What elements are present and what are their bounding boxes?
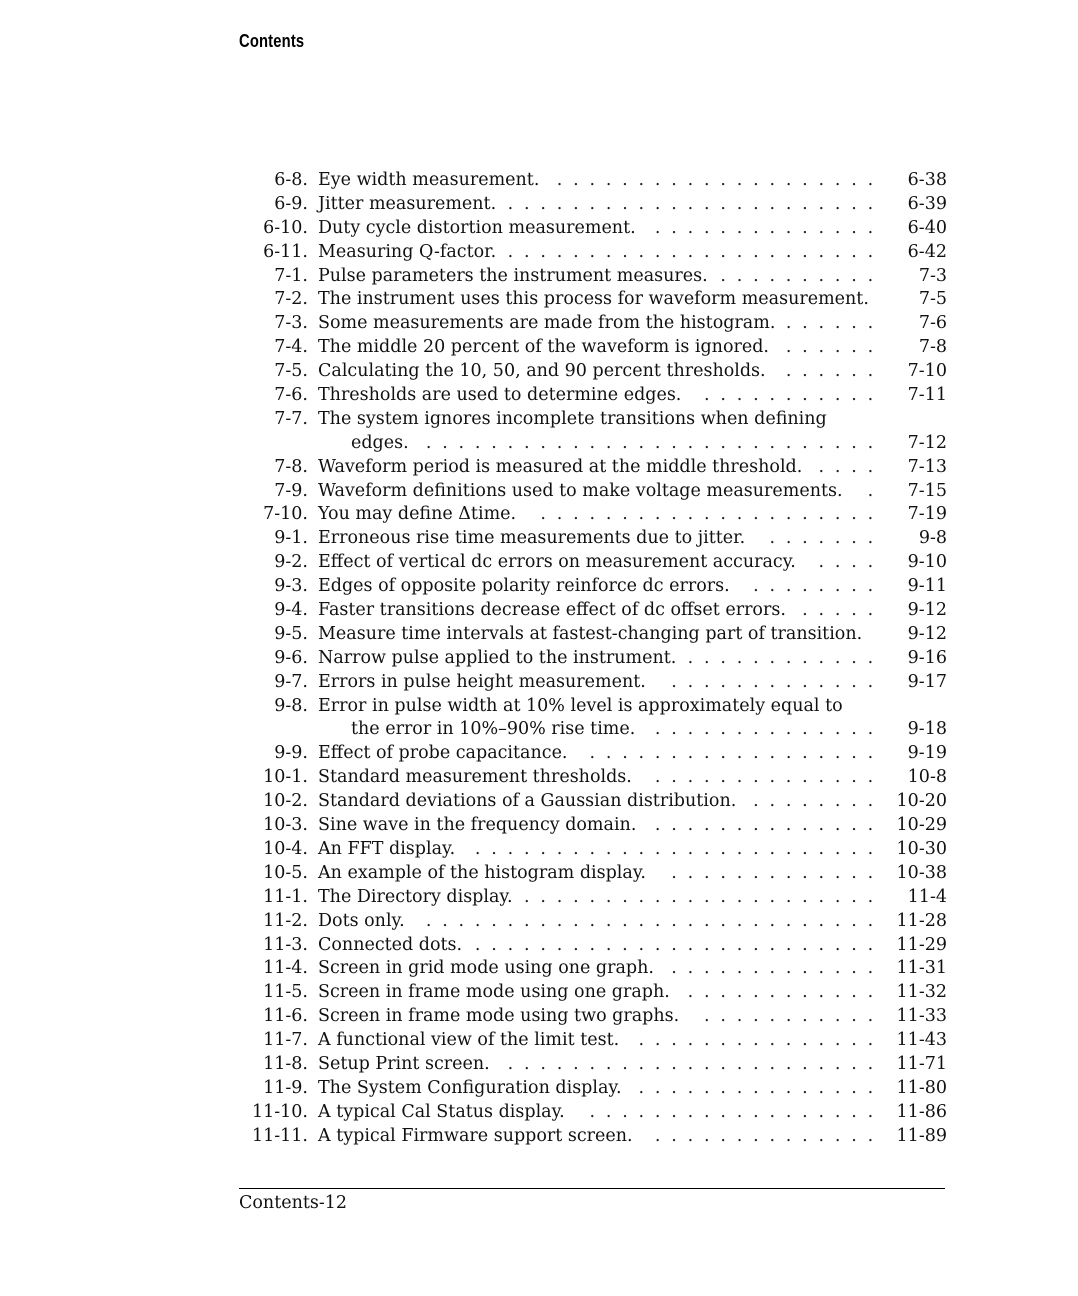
toc-entry-line bbox=[239, 1125, 959, 1149]
figure-list bbox=[239, 169, 959, 1149]
figure-title: Calculating the 10, 50, and 90 percent thresholds. bbox=[318, 361, 766, 382]
toc-entry[interactable] bbox=[239, 503, 959, 527]
figure-title: Edges of opposite polarity reinforce dc errors. bbox=[318, 576, 730, 597]
figure-title: Standard deviations of a Gaussian distribution. bbox=[318, 791, 737, 812]
figure-title: Narrow pulse applied to the instrument. bbox=[318, 647, 677, 668]
figure-number: 11-10. bbox=[251, 1101, 308, 1122]
figure-title: Setup Print screen. bbox=[318, 1053, 490, 1074]
figure-number: 9-5. bbox=[274, 623, 308, 644]
figure-number: 10-3. bbox=[263, 815, 308, 836]
toc-entry[interactable] bbox=[239, 265, 959, 289]
dot-leader: ...... bbox=[785, 337, 884, 358]
dot-leader: .................. bbox=[589, 1101, 884, 1122]
dot-leader: .............. bbox=[654, 815, 884, 836]
figure-title: You may define Δtime. bbox=[318, 504, 517, 525]
figure-number: 10-5. bbox=[263, 862, 308, 883]
toc-entry[interactable] bbox=[239, 981, 959, 1005]
page-reference: 9-12 bbox=[907, 623, 947, 644]
figure-title: Waveform period is measured at the middle threshold. bbox=[318, 456, 803, 477]
page-reference: 10-8 bbox=[907, 767, 947, 788]
figure-number: 9-4. bbox=[274, 600, 308, 621]
toc-entry[interactable] bbox=[239, 910, 959, 934]
dot-leader: ........... bbox=[704, 385, 884, 406]
figure-number: 10-2. bbox=[263, 791, 308, 812]
figure-number: 11-7. bbox=[263, 1030, 308, 1051]
dot-leader: ............. bbox=[671, 671, 884, 692]
toc-entry[interactable] bbox=[239, 288, 959, 312]
dot-leader: ....... bbox=[769, 528, 884, 549]
toc-entry-line bbox=[239, 480, 959, 504]
page-reference: 11-80 bbox=[896, 1077, 947, 1098]
figure-title: Dots only. bbox=[318, 910, 405, 931]
dot-leader: ...................... bbox=[524, 886, 884, 907]
toc-entry-line bbox=[239, 241, 959, 265]
dot-leader: .............. bbox=[654, 719, 884, 740]
dot-leader: . bbox=[867, 480, 884, 501]
page-reference: 7-10 bbox=[907, 361, 947, 382]
dot-leader: ....................... bbox=[507, 241, 884, 262]
figure-number: 11-9. bbox=[263, 1077, 308, 1098]
page-reference: 11-33 bbox=[896, 1006, 947, 1027]
dot-leader: ............... bbox=[638, 1030, 884, 1051]
figure-title: Thresholds are used to determine edges. bbox=[318, 385, 682, 406]
page-reference: 11-29 bbox=[896, 934, 947, 955]
toc-entry-line bbox=[239, 384, 959, 408]
dot-leader: ...... bbox=[785, 313, 884, 334]
toc-entry[interactable] bbox=[239, 671, 959, 695]
page-reference: 6-40 bbox=[907, 217, 947, 238]
dot-leader: ............ bbox=[687, 647, 884, 668]
page-reference: 9-19 bbox=[907, 743, 947, 764]
dot-leader: ........ bbox=[753, 576, 884, 597]
figure-number: 11-4. bbox=[263, 958, 308, 979]
page-reference: 9-18 bbox=[907, 719, 947, 740]
figure-title: Screen in grid mode using one graph. bbox=[318, 958, 654, 979]
figure-title: Screen in frame mode using one graph. bbox=[318, 982, 670, 1003]
page-reference: 11-86 bbox=[896, 1101, 947, 1122]
toc-entry[interactable] bbox=[239, 766, 959, 790]
toc-entry[interactable] bbox=[239, 1125, 959, 1149]
page-reference: 9-17 bbox=[907, 671, 947, 692]
toc-entry[interactable] bbox=[239, 408, 959, 456]
page-reference: 9-12 bbox=[907, 600, 947, 621]
toc-entry-line bbox=[239, 1005, 959, 1029]
figure-number: 7-6. bbox=[274, 385, 308, 406]
figure-number: 9-2. bbox=[274, 552, 308, 573]
figure-number: 10-4. bbox=[263, 838, 308, 859]
toc-entry-line bbox=[239, 957, 959, 981]
toc-entry[interactable] bbox=[239, 480, 959, 504]
figure-number: 7-1. bbox=[274, 265, 308, 286]
figure-title: The instrument uses this process for waveform measurement. bbox=[318, 289, 869, 310]
page-reference: 11-32 bbox=[896, 982, 947, 1003]
toc-entry[interactable] bbox=[239, 838, 959, 862]
toc-entry[interactable] bbox=[239, 814, 959, 838]
figure-number: 11-3. bbox=[263, 934, 308, 955]
figure-title: Errors in pulse height measurement. bbox=[318, 671, 646, 692]
toc-entry[interactable] bbox=[239, 599, 959, 623]
page-reference: 7-15 bbox=[907, 480, 947, 501]
toc-entry-line bbox=[239, 671, 959, 695]
dot-leader: .................. bbox=[589, 743, 884, 764]
dot-leader: ......................... bbox=[474, 934, 884, 955]
toc-entry[interactable] bbox=[239, 551, 959, 575]
figure-number: 11-6. bbox=[263, 1006, 308, 1027]
figure-number: 9-3. bbox=[274, 576, 308, 597]
toc-entry[interactable] bbox=[239, 193, 959, 217]
figure-number: 11-2. bbox=[263, 910, 308, 931]
dot-leader: .... bbox=[818, 552, 884, 573]
dot-leader: ..... bbox=[802, 600, 884, 621]
figure-title: Pulse parameters the instrument measures. bbox=[318, 265, 708, 286]
toc-entry[interactable] bbox=[239, 1053, 959, 1077]
figure-title: A typical Firmware support screen. bbox=[318, 1125, 633, 1146]
figure-title: Erroneous rise time measurements due to jitter. bbox=[318, 528, 746, 549]
figure-title: Some measurements are made from the histogram. bbox=[318, 313, 776, 334]
page-reference: 7-8 bbox=[918, 337, 947, 358]
figure-title: The middle 20 percent of the waveform is ignored. bbox=[318, 337, 769, 358]
dot-leader: ............. bbox=[671, 958, 884, 979]
toc-entry[interactable] bbox=[239, 217, 959, 241]
page-reference: 9-8 bbox=[918, 528, 947, 549]
figure-number: 9-9. bbox=[274, 743, 308, 764]
figure-number: 11-8. bbox=[263, 1053, 308, 1074]
toc-entry[interactable] bbox=[239, 336, 959, 360]
page-reference: 6-39 bbox=[907, 193, 947, 214]
toc-entry-line bbox=[239, 886, 959, 910]
page-reference: 7-12 bbox=[907, 432, 947, 453]
toc-entry-line bbox=[239, 527, 959, 551]
page-reference: 10-29 bbox=[896, 815, 947, 836]
page-reference: 6-42 bbox=[907, 241, 947, 262]
toc-entry[interactable] bbox=[239, 169, 959, 193]
dot-leader: .................... bbox=[556, 170, 884, 190]
toc-entry[interactable] bbox=[239, 647, 959, 671]
page-reference: 7-3 bbox=[918, 265, 947, 286]
figure-title: A typical Cal Status display. bbox=[318, 1101, 565, 1122]
dot-leader: ........... bbox=[704, 1006, 884, 1027]
toc-entry[interactable] bbox=[239, 957, 959, 981]
toc-entry[interactable] bbox=[239, 790, 959, 814]
figure-number: 7-5. bbox=[274, 361, 308, 382]
toc-entry[interactable] bbox=[239, 384, 959, 408]
figure-title: An FFT display. bbox=[318, 838, 456, 859]
dot-leader: ............... bbox=[638, 1077, 884, 1098]
dot-leader: .... bbox=[818, 456, 884, 477]
page-reference: 10-30 bbox=[896, 838, 947, 859]
toc-entry-line bbox=[239, 862, 959, 886]
page-header-title: Contents bbox=[239, 31, 305, 51]
page-reference: 11-43 bbox=[896, 1030, 947, 1051]
toc-entry[interactable] bbox=[239, 886, 959, 910]
figure-title: The system ignores incomplete transitions when defining bbox=[318, 408, 827, 429]
toc-entry[interactable] bbox=[239, 312, 959, 336]
toc-entry-line bbox=[239, 432, 959, 456]
toc-entry-line bbox=[239, 503, 959, 527]
figure-title: The Directory display. bbox=[318, 886, 513, 907]
toc-entry[interactable] bbox=[239, 527, 959, 551]
page-reference: 11-28 bbox=[896, 910, 947, 931]
figure-number: 7-8. bbox=[274, 456, 308, 477]
toc-entry-line bbox=[239, 599, 959, 623]
toc-entry-line bbox=[239, 742, 959, 766]
figure-number: 6-8. bbox=[274, 170, 308, 190]
toc-entry-line bbox=[239, 312, 959, 336]
figure-title: Eye width measurement. bbox=[318, 170, 540, 190]
toc-entry[interactable] bbox=[239, 934, 959, 958]
figure-number: 7-2. bbox=[274, 289, 308, 310]
figure-number: 11-5. bbox=[263, 982, 308, 1003]
figure-title: Screen in frame mode using two graphs. bbox=[318, 1006, 680, 1027]
toc-entry[interactable] bbox=[239, 241, 959, 265]
page-reference: 11-89 bbox=[896, 1125, 947, 1146]
figure-number: 11-1. bbox=[263, 886, 308, 907]
toc-entry-line bbox=[239, 1101, 959, 1125]
toc-entry-line bbox=[239, 838, 959, 862]
toc-entry-line bbox=[239, 766, 959, 790]
toc-entry-line bbox=[239, 336, 959, 360]
figure-number: 7-10. bbox=[263, 504, 308, 525]
figure-number: 9-8. bbox=[274, 695, 308, 716]
figure-number: 9-6. bbox=[274, 647, 308, 668]
toc-entry-line bbox=[239, 360, 959, 384]
page-reference: 7-6 bbox=[918, 313, 947, 334]
toc-entry[interactable] bbox=[239, 862, 959, 886]
figure-number: 7-4. bbox=[274, 337, 308, 358]
figure-number: 9-7. bbox=[274, 671, 308, 692]
page-reference: 9-16 bbox=[907, 647, 947, 668]
figure-title: An example of the histogram display. bbox=[318, 862, 646, 883]
dot-leader: .............. bbox=[654, 1125, 884, 1146]
toc-entry[interactable] bbox=[239, 695, 959, 743]
figure-title: the error in 10%–90% rise time. bbox=[351, 719, 636, 740]
figure-number: 6-11. bbox=[263, 241, 308, 262]
toc-entry-line bbox=[239, 265, 959, 289]
figure-title: Duty cycle distortion measurement. bbox=[318, 217, 636, 238]
figure-number: 7-9. bbox=[274, 480, 308, 501]
figure-title: edges. bbox=[351, 432, 409, 453]
page-reference: 11-71 bbox=[896, 1053, 947, 1074]
toc-entry-line bbox=[239, 456, 959, 480]
page-number-footer: Contents-12 bbox=[239, 1193, 348, 1213]
figure-title: Connected dots. bbox=[318, 934, 463, 955]
toc-entry-line bbox=[239, 910, 959, 934]
figure-title: Sine wave in the frequency domain. bbox=[318, 815, 637, 836]
dot-leader: ..................... bbox=[540, 504, 884, 525]
toc-entry[interactable] bbox=[239, 360, 959, 384]
toc-entry-line bbox=[239, 1077, 959, 1101]
toc-entry-line bbox=[239, 695, 959, 719]
dot-leader: ............. bbox=[671, 862, 884, 883]
figure-title: Faster transitions decrease effect of dc offset errors. bbox=[318, 600, 786, 621]
toc-entry-line bbox=[239, 981, 959, 1005]
figure-number: 7-3. bbox=[274, 313, 308, 334]
dot-leader: ............ bbox=[687, 982, 884, 1003]
toc-entry-line bbox=[239, 408, 959, 432]
figure-title: The System Configuration display. bbox=[318, 1077, 622, 1098]
figure-number: 9-1. bbox=[274, 528, 308, 549]
page-reference: 10-20 bbox=[896, 791, 947, 812]
figure-title: Measuring Q-factor. bbox=[318, 241, 497, 262]
toc-entry[interactable] bbox=[239, 623, 959, 647]
figure-number: 6-10. bbox=[263, 217, 308, 238]
dot-leader: ......................... bbox=[474, 838, 884, 859]
toc-entry-line bbox=[239, 288, 959, 312]
page-reference: 7-11 bbox=[907, 385, 947, 406]
dot-leader: ............................ bbox=[425, 432, 884, 453]
toc-entry-line bbox=[239, 814, 959, 838]
figure-number: 6-9. bbox=[274, 193, 308, 214]
dot-leader: ...... bbox=[785, 361, 884, 382]
figure-title: Waveform definitions used to make voltage measurements. bbox=[318, 480, 843, 501]
toc-entry-line bbox=[239, 169, 959, 193]
dot-leader: ....................... bbox=[507, 193, 884, 214]
figure-title: A functional view of the limit test. bbox=[318, 1030, 620, 1051]
dot-leader: .............. bbox=[654, 217, 884, 238]
toc-entry-line bbox=[239, 718, 959, 742]
page-reference: 7-19 bbox=[907, 504, 947, 525]
page-reference: 9-11 bbox=[907, 576, 947, 597]
toc-entry[interactable] bbox=[239, 575, 959, 599]
footer-rule bbox=[239, 1188, 945, 1189]
dot-leader: ............................ bbox=[425, 910, 884, 931]
figure-number: 11-11. bbox=[251, 1125, 308, 1146]
toc-entry-line bbox=[239, 217, 959, 241]
toc-entry[interactable] bbox=[239, 1029, 959, 1053]
figure-title: Measure time intervals at fastest-changing part of transition. bbox=[318, 623, 863, 644]
dot-leader: ....................... bbox=[507, 1053, 884, 1074]
toc-entry-line bbox=[239, 647, 959, 671]
figure-title: Effect of vertical dc errors on measurement accuracy. bbox=[318, 552, 796, 573]
toc-entry[interactable] bbox=[239, 1101, 959, 1125]
figure-number: 7-7. bbox=[274, 408, 308, 429]
figure-title: Effect of probe capacitance. bbox=[318, 743, 568, 764]
toc-entry-line bbox=[239, 1053, 959, 1077]
figure-number: 10-1. bbox=[263, 767, 308, 788]
toc-entry[interactable] bbox=[239, 456, 959, 480]
toc-entry-line bbox=[239, 575, 959, 599]
page-reference: 10-38 bbox=[896, 862, 947, 883]
dot-leader: .............. bbox=[654, 767, 884, 788]
toc-entry-line bbox=[239, 623, 959, 647]
toc-entry-line bbox=[239, 551, 959, 575]
page-reference: 9-10 bbox=[907, 552, 947, 573]
dot-leader: ........ bbox=[753, 791, 884, 812]
figure-title: Error in pulse width at 10% level is approximately equal to bbox=[318, 695, 843, 716]
page-reference: 7-5 bbox=[918, 289, 947, 310]
figure-title: Jitter measurement. bbox=[318, 193, 497, 214]
toc-entry-line bbox=[239, 934, 959, 958]
toc-entry-line bbox=[239, 1029, 959, 1053]
toc-entry-line bbox=[239, 193, 959, 217]
page-reference: 6-38 bbox=[907, 170, 947, 190]
toc-entry[interactable] bbox=[239, 742, 959, 766]
page-reference: 7-13 bbox=[907, 456, 947, 477]
figure-title: Standard measurement thresholds. bbox=[318, 767, 632, 788]
toc-entry-line bbox=[239, 790, 959, 814]
dot-leader: .......... bbox=[720, 265, 884, 286]
page-reference: 11-31 bbox=[896, 958, 947, 979]
page-reference: 11-4 bbox=[907, 886, 947, 907]
toc-entry[interactable] bbox=[239, 1077, 959, 1101]
toc-entry[interactable] bbox=[239, 1005, 959, 1029]
